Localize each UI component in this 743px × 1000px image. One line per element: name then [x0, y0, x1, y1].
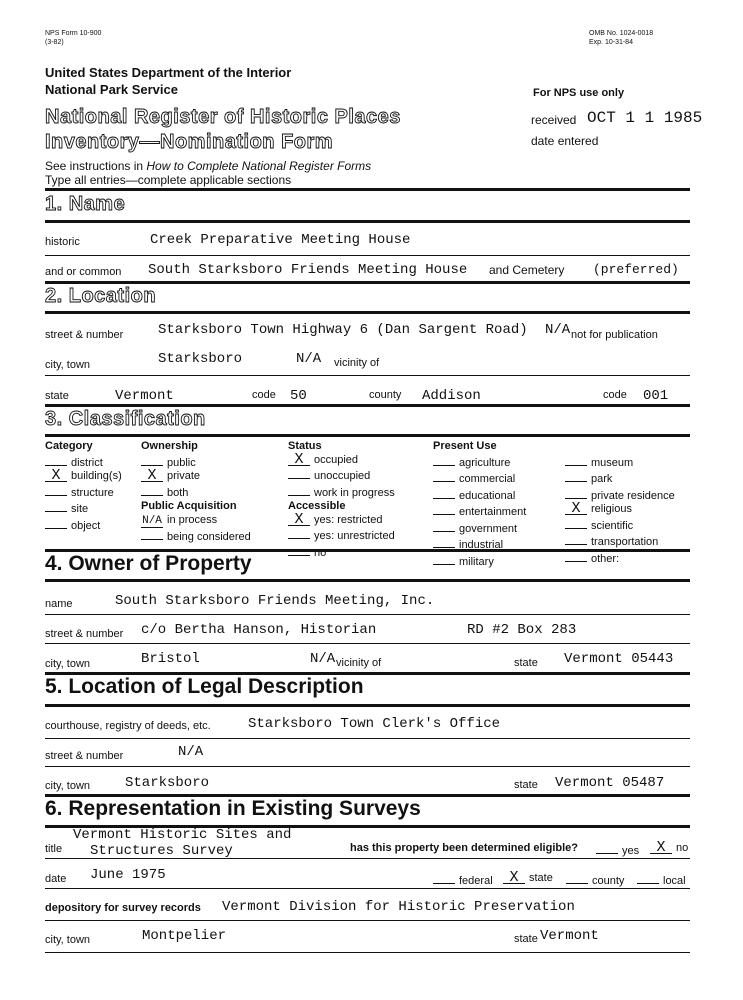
section-4-heading: 4. Owner of Property	[45, 552, 252, 575]
service-name: National Park Service	[45, 82, 178, 97]
checkbox-being-considered[interactable]: being considered	[141, 528, 251, 545]
checkbox-occupied[interactable]: X occupied	[288, 454, 395, 468]
public-acquisition-title: Public Acquisition	[141, 500, 237, 512]
checkbox-in-process[interactable]: N/A in process	[142, 513, 218, 527]
eligible-no[interactable]: X no	[650, 842, 688, 854]
common-name-suffix: and Cemetery	[489, 263, 565, 277]
checkbox-park[interactable]: park	[565, 470, 675, 487]
field-rule	[45, 766, 690, 767]
not-for-publication-label: not for publication	[571, 329, 658, 341]
common-name-label: and or common	[45, 266, 122, 278]
level-federal[interactable]: federal	[433, 872, 493, 887]
survey-date-label: date	[45, 873, 67, 885]
checkbox-both[interactable]: both	[141, 484, 251, 501]
owner-street-value: c/o Bertha Hanson, Historian	[141, 622, 377, 638]
checkbox-yes-unrestricted[interactable]: yes: unrestricted	[288, 527, 395, 544]
ownership-title: Ownership	[141, 440, 198, 452]
ownership-column	[141, 440, 251, 544]
survey-title-line1: Vermont Historic Sites and	[73, 827, 292, 843]
field-rule	[45, 614, 690, 615]
checkbox-military[interactable]: military	[433, 553, 526, 570]
field-rule	[45, 920, 690, 921]
date-entered-label: date entered	[531, 134, 599, 148]
checkbox-work-in-progress[interactable]: work in progress	[288, 484, 395, 501]
field-rule	[45, 738, 690, 739]
survey-title-label: title	[45, 843, 63, 855]
section-rule	[45, 188, 690, 191]
checkbox-museum[interactable]: museum	[565, 454, 675, 471]
section-rule	[45, 311, 690, 314]
section-rule	[45, 579, 690, 582]
checkbox-private-residence[interactable]: private residence	[565, 487, 675, 504]
state-value: Vermont	[115, 388, 174, 404]
form-revision: (3-82)	[45, 39, 64, 46]
checkbox-site[interactable]: site	[45, 500, 122, 517]
owner-rd-box: RD #2 Box 283	[467, 622, 577, 638]
legal-street-label: street & number	[45, 750, 124, 762]
common-name-value: South Starksboro Friends Meeting House	[148, 262, 468, 278]
level-county[interactable]: county	[566, 872, 624, 887]
state-label: state	[45, 390, 69, 402]
owner-city-value: Bristol	[141, 651, 200, 667]
nps-use-label: For NPS use only	[533, 87, 625, 99]
legal-city-label: city, town	[45, 780, 91, 792]
county-value: Addison	[422, 388, 481, 404]
owner-state-value: Vermont 05443	[564, 651, 674, 667]
city-town-label: city, town	[45, 359, 91, 371]
survey-title-line2: Structures Survey	[90, 843, 233, 859]
survey-date-value: June 1975	[90, 867, 166, 883]
section-2-heading: 2. Location	[45, 285, 157, 307]
department-name: United States Department of the Interior	[45, 65, 292, 80]
owner-name-value: South Starksboro Friends Meeting, Inc.	[115, 593, 435, 609]
form-number: NPS Form 10-900	[45, 30, 102, 37]
section-5-heading: 5. Location of Legal Description	[45, 675, 364, 698]
category-title: Category	[45, 440, 93, 452]
form-title-line1: National Register of Historic Places	[45, 106, 401, 128]
historic-label: historic	[45, 236, 80, 248]
county-label: county	[369, 389, 402, 401]
survey-state-value: Vermont	[540, 928, 599, 944]
depository-label: depository for survey records	[45, 902, 201, 914]
checkbox-scientific[interactable]: scientific	[565, 517, 675, 534]
section-1-heading: 1. Name	[45, 193, 126, 215]
owner-vicinity-na: N/A	[310, 651, 336, 667]
depository-value: Vermont Division for Historic Preservation	[222, 899, 575, 915]
field-rule	[45, 643, 690, 644]
section-3-heading: 3. Classification	[45, 408, 206, 430]
owner-city-label: city, town	[45, 658, 91, 670]
county-code-label: code	[603, 389, 627, 401]
section-6-heading: 6. Representation in Existing Surveys	[45, 797, 421, 820]
received-label: received	[531, 113, 577, 127]
street-na-value: N/A	[545, 322, 571, 338]
checkbox-public[interactable]: public	[141, 454, 251, 471]
level-state[interactable]: X state	[503, 872, 553, 884]
checkbox-religious[interactable]: X religious	[565, 503, 675, 517]
survey-city-label: city, town	[45, 934, 91, 946]
checkbox-unoccupied[interactable]: unoccupied	[288, 467, 395, 484]
county-code-value: 001	[643, 388, 669, 404]
street-number-label: street & number	[45, 329, 124, 341]
category-column	[45, 440, 122, 533]
section-rule	[45, 220, 690, 223]
omb-expiration: Exp. 10-31-84	[589, 39, 633, 46]
owner-state-label: state	[514, 657, 538, 669]
checkbox-entertainment[interactable]: entertainment	[433, 503, 526, 520]
vicinity-na-value: N/A	[296, 351, 322, 367]
checkbox-no[interactable]: no	[288, 544, 395, 561]
section-rule	[45, 404, 690, 407]
eligibility-question: has this property been determined eligible?	[350, 842, 578, 854]
survey-state-label: state	[514, 933, 538, 945]
checkbox-buildings[interactable]: X building(s)	[45, 470, 122, 484]
instructions-line2: Type all entries—complete applicable sections	[45, 173, 292, 187]
street-value: Starksboro Town Highway 6 (Dan Sargent Road)	[158, 322, 528, 338]
section-rule	[45, 434, 690, 437]
form-title-line2: Inventory—Nomination Form	[45, 131, 334, 153]
checkbox-industrial[interactable]: industrial	[433, 536, 526, 553]
legal-street-value: N/A	[178, 744, 204, 760]
historic-name-value: Creek Preparative Meeting House	[150, 232, 411, 248]
checkbox-other[interactable]: other:	[565, 550, 675, 567]
vicinity-of-label: vicinity of	[334, 357, 380, 369]
field-rule	[45, 952, 690, 953]
city-value: Starksboro	[158, 351, 243, 367]
code-label: code	[252, 389, 276, 401]
checkbox-private[interactable]: X private	[141, 470, 251, 484]
eligible-yes[interactable]: yes	[596, 842, 639, 857]
checkbox-educational[interactable]: educational	[433, 487, 526, 504]
checkbox-structure[interactable]: structure	[45, 484, 122, 501]
instructions-line1: See instructions in How to Complete National Register Forms	[45, 159, 372, 173]
checkbox-district[interactable]: district	[45, 454, 122, 471]
checkbox-agriculture[interactable]: agriculture	[433, 454, 526, 471]
legal-city-value: Starksboro	[125, 775, 210, 791]
accessible-title: Accessible	[288, 500, 346, 512]
courthouse-value: Starksboro Town Clerk's Office	[248, 716, 501, 732]
owner-street-label: street & number	[45, 628, 124, 640]
survey-city-value: Montpelier	[142, 928, 227, 944]
section-rule	[45, 704, 690, 707]
field-rule	[45, 255, 690, 256]
omb-number: OMB No. 1024-0018	[589, 30, 654, 37]
field-rule	[45, 888, 690, 889]
section-rule	[45, 281, 690, 284]
checkbox-transportation[interactable]: transportation	[565, 533, 675, 550]
common-name-note: (preferred)	[593, 262, 679, 277]
level-local[interactable]: local	[637, 872, 686, 887]
legal-state-value: Vermont 05487	[555, 775, 665, 791]
checkbox-government[interactable]: government	[433, 520, 526, 537]
checkbox-object[interactable]: object	[45, 517, 122, 534]
owner-vicinity-label: vicinity of	[336, 657, 382, 669]
owner-name-label: name	[45, 598, 73, 610]
courthouse-label: courthouse, registry of deeds, etc.	[45, 720, 211, 732]
legal-state-label: state	[514, 779, 538, 791]
status-title: Status	[288, 440, 322, 452]
status-column	[288, 440, 395, 560]
field-rule	[45, 375, 690, 376]
checkbox-yes-restricted[interactable]: X yes: restricted	[288, 514, 395, 528]
state-code-value: 50	[290, 388, 307, 404]
present-use-title: Present Use	[433, 440, 497, 452]
checkbox-commercial[interactable]: commercial	[433, 470, 526, 487]
field-rule	[45, 858, 690, 859]
received-stamp: OCT 1 1 1985	[587, 109, 703, 127]
